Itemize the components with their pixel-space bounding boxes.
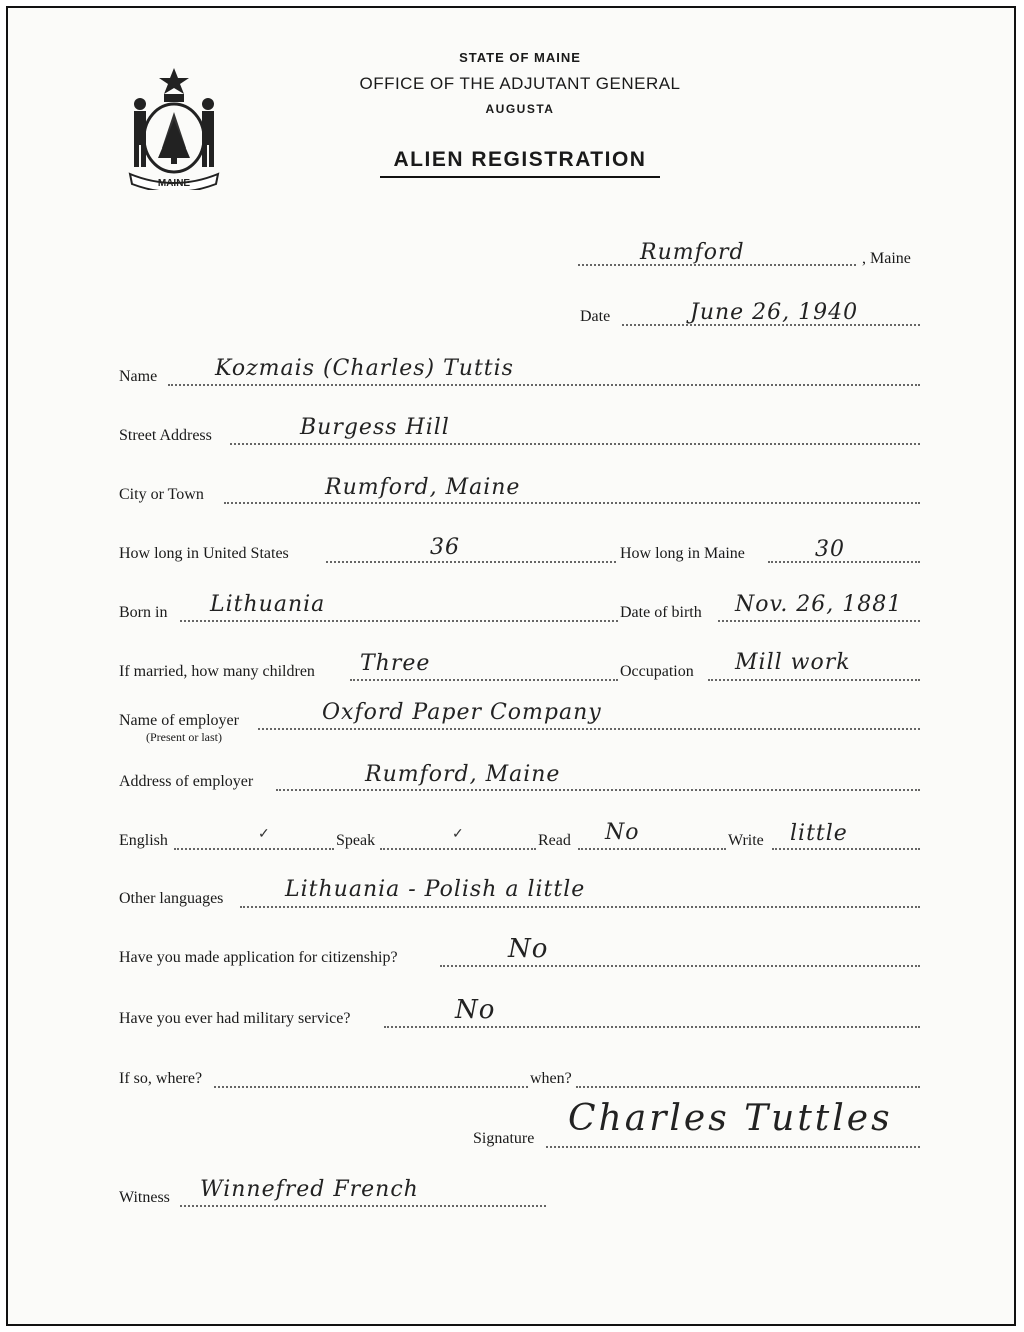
citizenship-line <box>440 965 920 967</box>
write-line <box>772 848 920 850</box>
date-of-birth-line <box>718 620 920 622</box>
how-long-us-line <box>326 561 616 563</box>
how-long-us-label: How long in United States <box>119 545 289 562</box>
place-value: Rumford <box>640 240 745 265</box>
other-languages-value: Lithuania - Polish a little <box>285 877 586 902</box>
speak-label: Speak <box>336 832 376 849</box>
form-title: ALIEN REGISTRATION <box>380 148 660 178</box>
witness-value: Winnefred French <box>200 1177 419 1202</box>
street-value: Burgess Hill <box>300 415 450 440</box>
when-label: when? <box>530 1070 572 1087</box>
city-line <box>224 502 920 504</box>
born-in-label: Born in <box>119 604 168 621</box>
signature-label: Signature <box>473 1130 535 1147</box>
city-label: City or Town <box>119 486 204 503</box>
street-label: Street Address <box>119 427 212 444</box>
born-in-line <box>180 620 618 622</box>
employer-address-value: Rumford, Maine <box>365 762 561 787</box>
name-line <box>168 384 920 386</box>
header-office: OFFICE OF THE ADJUTANT GENERAL <box>359 74 681 93</box>
name-label: Name <box>119 368 158 385</box>
occupation-line <box>708 679 920 681</box>
where-line <box>214 1086 528 1088</box>
employer-value: Oxford Paper Company <box>322 700 602 725</box>
header-state: STATE OF MAINE <box>459 50 581 65</box>
english-label: English <box>119 832 168 849</box>
english-check-icon: ✓ <box>258 827 270 842</box>
date-of-birth-value: Nov. 26, 1881 <box>735 592 903 617</box>
military-value: No <box>455 995 496 1025</box>
read-line <box>578 848 726 850</box>
read-label: Read <box>538 832 571 849</box>
military-label: Have you ever had military service? <box>119 1010 351 1027</box>
name-value: Kozmais (Charles) Tuttis <box>215 356 514 381</box>
street-line <box>230 443 920 445</box>
how-long-us-value: 36 <box>430 535 460 560</box>
date-value: June 26, 1940 <box>690 300 859 325</box>
read-value: No <box>605 820 640 845</box>
header-city: AUGUSTA <box>485 102 555 116</box>
when-line <box>576 1086 920 1088</box>
employer-address-line <box>276 789 920 791</box>
write-value: little <box>790 821 848 846</box>
employer-sublabel: (Present or last) <box>146 730 222 744</box>
where-label: If so, where? <box>119 1070 203 1087</box>
employer-address-label: Address of employer <box>119 773 254 790</box>
speak-check-icon: ✓ <box>452 827 464 842</box>
date-label: Date <box>580 308 611 325</box>
english-line <box>174 848 334 850</box>
born-in-value: Lithuania <box>210 592 326 617</box>
seal-banner-text: MAINE <box>157 178 191 189</box>
occupation-value: Mill work <box>735 650 851 675</box>
occupation-label: Occupation <box>620 663 694 680</box>
witness-label: Witness <box>119 1189 170 1206</box>
children-label: If married, how many children <box>119 663 315 680</box>
signature-value: Charles Tuttles <box>568 1098 893 1139</box>
city-value: Rumford, Maine <box>325 475 521 500</box>
date-of-birth-label: Date of birth <box>620 604 702 621</box>
other-languages-line <box>240 906 920 908</box>
how-long-maine-label: How long in Maine <box>620 545 745 562</box>
signature-line <box>546 1146 920 1148</box>
children-value: Three <box>360 651 431 676</box>
how-long-maine-value: 30 <box>815 537 845 562</box>
other-languages-label: Other languages <box>119 890 224 907</box>
speak-line <box>380 848 536 850</box>
citizenship-label: Have you made application for citizenship? <box>119 949 398 966</box>
witness-line <box>180 1205 546 1207</box>
employer-line <box>258 728 920 730</box>
children-line <box>350 679 618 681</box>
place-suffix: , Maine <box>862 250 911 267</box>
write-label: Write <box>728 832 764 849</box>
employer-label: Name of employer <box>119 712 239 729</box>
military-line <box>384 1026 920 1028</box>
citizenship-value: No <box>508 934 549 964</box>
